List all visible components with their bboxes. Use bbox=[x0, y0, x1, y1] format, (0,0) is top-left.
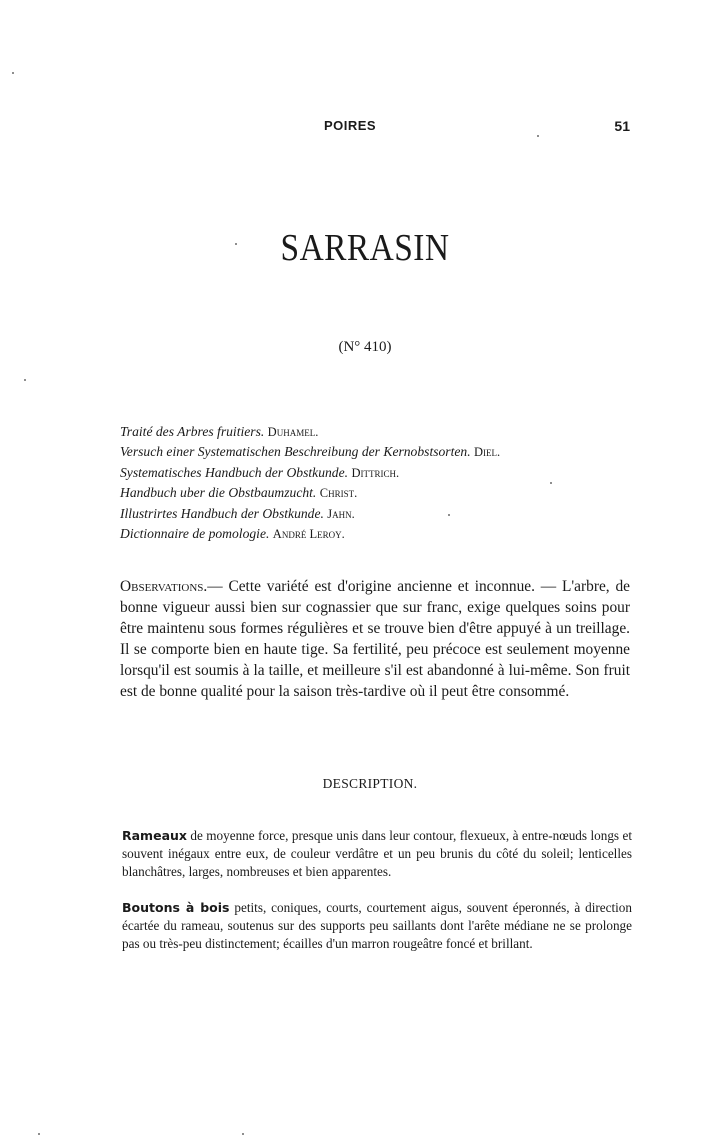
variety-title: SARRASIN bbox=[280, 227, 450, 269]
reference-work: Illustrirtes Handbuch der Obstkunde. bbox=[120, 505, 324, 521]
observations-paragraph bbox=[120, 576, 630, 702]
description-term: Boutons à bois bbox=[122, 900, 230, 915]
description-paragraph-rameaux bbox=[122, 827, 632, 880]
description-paragraph-boutons bbox=[122, 899, 632, 952]
reference-author: Jahn. bbox=[327, 506, 355, 521]
reference-work: Versuch einer Systematischen Beschreibung der Kernobstsorten. bbox=[120, 444, 471, 460]
reference-item bbox=[120, 504, 640, 524]
variety-number: (N° 410) bbox=[338, 339, 392, 355]
description-text: petits, coniques, courts, courtement aigus, souvent éperonnés, à direction écartée du rameau, soutenus sur des supports peu saillants dont l'arête médiane ne se prolonge pas ou très-peu distinctement; écailles d'un marron rougeâtre foncé et brillant. bbox=[122, 900, 632, 951]
reference-item bbox=[120, 463, 640, 483]
scan-speck bbox=[550, 482, 552, 484]
observations-lead: Observations. bbox=[120, 578, 208, 595]
scan-speck bbox=[12, 72, 14, 74]
scan-speck bbox=[448, 514, 450, 516]
reference-author: Diel. bbox=[474, 445, 501, 460]
reference-author: André Leroy. bbox=[272, 527, 345, 542]
reference-author: Dittrich. bbox=[351, 465, 400, 480]
reference-work: Handbuch uber die Obstbaumzucht. bbox=[120, 485, 317, 501]
description-heading: DESCRIPTION. bbox=[322, 776, 418, 791]
references-list bbox=[120, 422, 640, 544]
scan-speck bbox=[537, 135, 539, 137]
reference-author: Duhamel. bbox=[267, 425, 319, 439]
reference-work: Systematisches Handbuch der Obstkunde. bbox=[120, 464, 349, 480]
reference-work: Traité des Arbres fruitiers. bbox=[120, 424, 265, 439]
scan-speck bbox=[242, 1133, 244, 1135]
scan-speck bbox=[24, 379, 26, 381]
scan-speck bbox=[38, 1133, 40, 1135]
reference-item bbox=[120, 422, 640, 442]
description-term: Rameaux bbox=[122, 828, 187, 843]
scan-speck bbox=[235, 243, 237, 245]
running-header-section: POIRES bbox=[323, 118, 377, 133]
reference-author: Christ. bbox=[319, 486, 358, 501]
reference-work: Dictionnaire de pomologie. bbox=[120, 526, 270, 542]
page-number: 51 bbox=[614, 118, 630, 134]
reference-item bbox=[120, 524, 640, 544]
reference-item bbox=[120, 442, 640, 462]
reference-item bbox=[120, 483, 640, 503]
description-text: de moyenne force, presque unis dans leur contour, flexueux, à entre-nœuds longs et souvent inégaux entre eux, de couleur verdâtre et un peu brunis du côté du soleil; lenticelles blanchâtres, larges, nombreuses et bien apparentes. bbox=[122, 828, 632, 879]
observations-text: — Cette variété est d'origine ancienne et inconnue. — L'arbre, de bonne vigueur aussi bien sur cognassier que sur franc, exige quelques soins pour être maintenu sous formes régulières et se trouve bien d'être appuyé à un treillage. Il se comporte bien en haute tige. Sa fertilité, peu précoce est seulement moyenne lorsqu'il est soumis à la taille, et meilleure s'il est abandonné à lui-même. Son fruit est de bonne qualité pour la saison très-tardive où il peut être consommé. bbox=[120, 578, 630, 700]
